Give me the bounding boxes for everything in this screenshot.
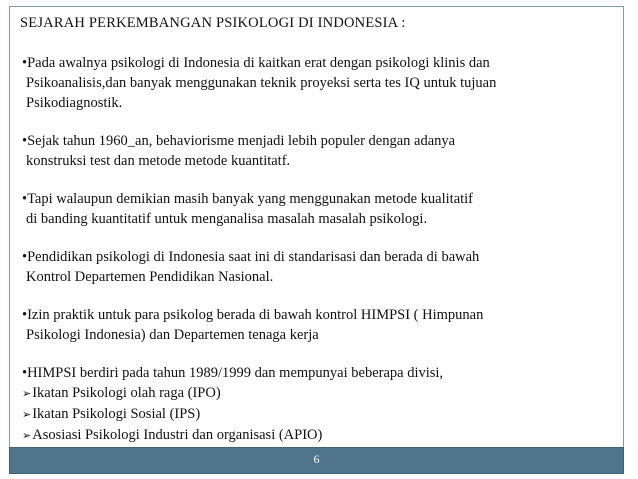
division-list (22, 383, 622, 446)
paragraph-line: Psikoanalisis,dan banyak menggunakan teknik proyeksi serta tes IQ untuk tujuan (26, 75, 497, 91)
division-label: Ikatan Psikologi olah raga (IPO) (32, 385, 221, 401)
page-number: 6 (313, 452, 320, 466)
division-label: Ikatan Psikologi Sosial (IPS) (32, 406, 201, 422)
arrow-bullet-icon: ➢ (22, 387, 32, 400)
bullet-list (22, 53, 622, 446)
paragraph-line: •Pada awalnya psikologi di Indonesia di kaitkan erat dengan psikologi klinis dan (22, 55, 490, 71)
footer-bar (9, 447, 624, 474)
paragraph-line: Psikodiagnostik. (26, 95, 123, 111)
slide-title: SEJARAH PERKEMBANGAN PSIKOLOGI DI INDONESIA : (20, 15, 406, 31)
paragraph-line: konstruksi test dan metode metode kuantitatf. (26, 153, 291, 169)
paragraph-himpsi (22, 363, 622, 383)
division-item (22, 404, 622, 425)
paragraph-line: •Tapi walaupun demikian masih banyak yang menggunakan metode kualitatif (22, 191, 474, 207)
paragraph-pendidikan (22, 247, 622, 287)
paragraph-kualitatif (22, 189, 622, 229)
division-item (22, 425, 622, 446)
content-box (9, 6, 624, 448)
paragraph-line: •HIMPSI berdiri pada tahun 1989/1999 dan mempunyai beberapa divisi, (22, 365, 444, 381)
paragraph-line: •Pendidikan psikologi di Indonesia saat ini di standarisasi dan berada di bawah (22, 249, 480, 265)
paragraph-line: •Sejak tahun 1960_an, behaviorisme menjadi lebih populer dengan adanya (22, 133, 456, 149)
paragraph-line: di banding kuantitatif untuk menganalisa masalah masalah psikologi. (26, 211, 428, 227)
paragraph-line: •Izin praktik untuk para psikolog berada di bawah kontrol HIMPSI ( Himpunan (22, 307, 484, 323)
paragraph-line: Kontrol Departemen Pendidikan Nasional. (26, 269, 274, 285)
paragraph-awal (22, 53, 622, 113)
division-item (22, 383, 622, 404)
paragraph-izin-praktik (22, 305, 622, 345)
paragraph-line: Psikologi Indonesia) dan Departemen tenaga kerja (26, 327, 319, 343)
arrow-bullet-icon: ➢ (22, 408, 32, 421)
paragraph-behaviorisme (22, 131, 622, 171)
arrow-bullet-icon: ➢ (22, 429, 32, 442)
division-label: Asosiasi Psikologi Industri dan organisasi (APIO) (32, 427, 323, 443)
